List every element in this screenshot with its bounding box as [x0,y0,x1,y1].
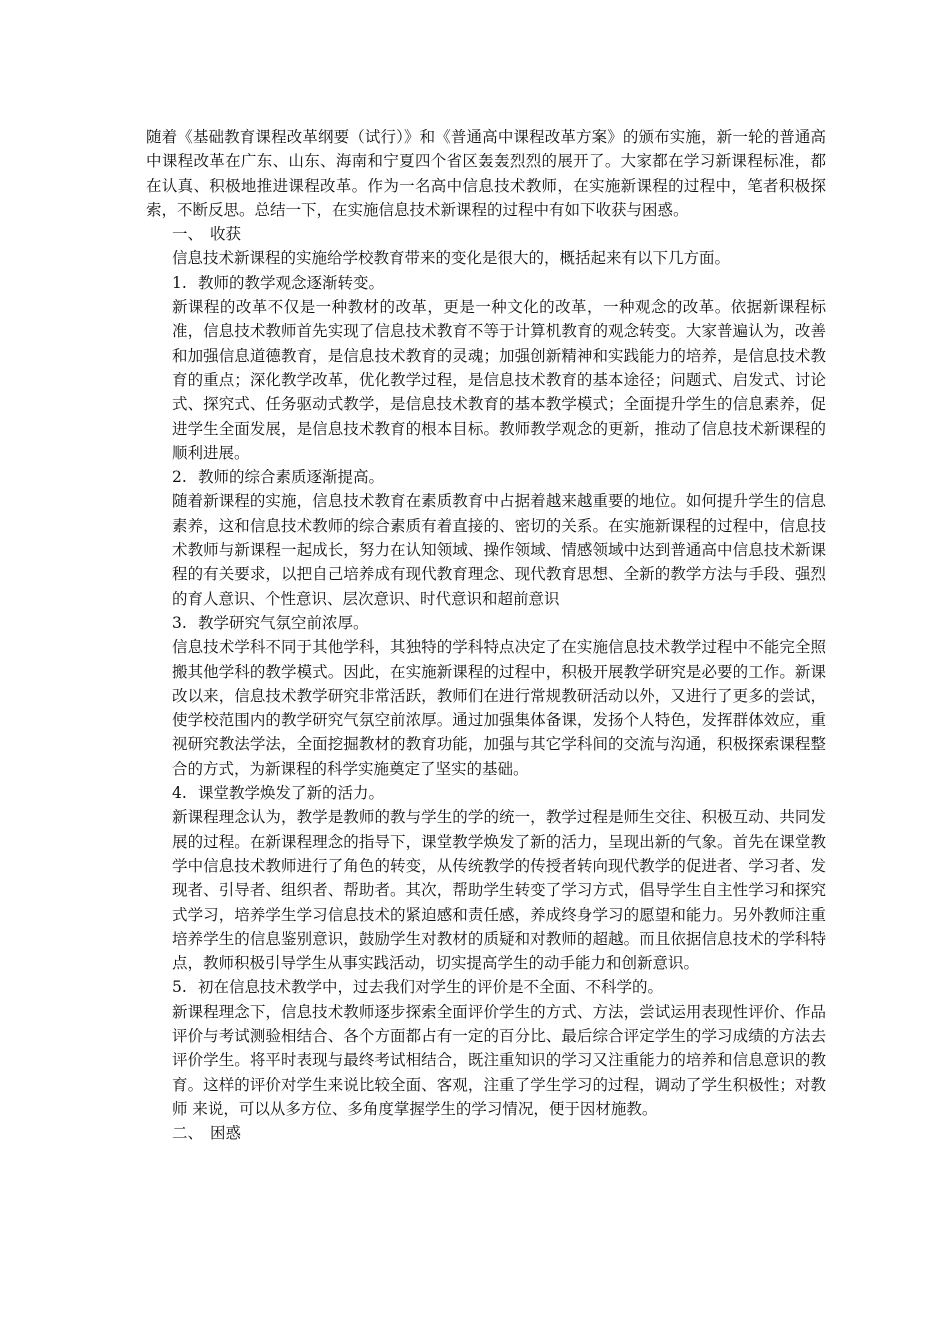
item-title: 初在信息技术教学中，过去我们对学生的评价是不全面、不科学的。 [198,978,664,997]
section-lead-paragraph: 信息技术新课程的实施给学校教育带来的变化是很大的，概括起来有以下几方面。 [172,249,731,268]
item-heading-5 [146,975,826,999]
section-title: 困惑 [210,1124,242,1143]
item-number: 1. [172,273,187,292]
intro-paragraph: 随着《基础教育课程改革纲要（试行）》和《普通高中课程改革方案》的颁布实施，新一轮的普通高中课程改革在广东、山东、海南和宁夏四个省区轰轰烈烈的展开了。大家都在学习新课程标准，都在认真、积极地推进课程改革。作为一名高中信息技术教师，在实施新课程的过程中，笔者积极探索，不断反思。总结一下，在实施信息技术新课程的过程中有如下收获与困惑。 [146,128,826,219]
item-body-1: 新课程的改革不仅是一种教材的改革，更是一种文化的改革，一种观念的改革。依据新课程标准，信息技术教师首先实现了信息技术教育不等于计算机教育的观念转变。大家普遍认为，改善和加强信息道德教育，是信息技术教育的灵魂；加强创新精神和实践能力的培养，是信息技术教育的重点；深化教学改革，优化教学过程，是信息技术教育的基本途径；问题式、启发式、讨论式、探究式、任务驱动式教学，是信息技术教育的基本教学模式；全面提升学生的信息素养，促进学生全面发展，是信息技术教育的根本目标。教师教学观念的更新，推动了信息技术新课程的顺利进展。 [172,298,826,462]
item-heading-3 [146,611,826,635]
document-body [146,125,826,1145]
item-number: 4. [172,784,187,803]
item-heading-2 [146,465,826,489]
item-title: 教师的综合素质逐渐提高。 [198,468,385,487]
item-body-3: 信息技术学科不同于其他学科，其独特的学科特点决定了在实施信息技术教学过程中不能完全照搬其他学科的教学模式。因此，在实施新课程的过程中，积极开展教学研究是必要的工作。新课改以来，信息技术教学研究非常活跃，教师们在进行常规教研活动以外，又进行了更多的尝试，使学校范围内的教学研究气氛空前浓厚。通过加强集体备课，发扬个人特色，发挥群体效应，重视研究教法学法，全面挖掘教材的教育功能，加强与其它学科间的交流与沟通，积极探索课程整合的方式，为新课程的科学实施奠定了坚实的基础。 [172,638,826,778]
item-title: 教学研究气氛空前浓厚。 [198,613,369,632]
item-number: 2. [172,468,187,487]
section-heading-confusion [146,1121,826,1145]
item-title: 课堂教学焕发了新的活力。 [198,784,385,803]
section-number: 二、 [172,1124,204,1143]
item-body-5: 新课程理念下，信息技术教师逐步探索全面评价学生的方式、方法，尝试运用表现性评价、作品评价与考试测验相结合、各个方面都占有一定的百分比、最后综合评定学生的学习成绩的方法去评价学生。将平时表现与最终考试相结合，既注重知识的学习又注重能力的培养和信息意识的教育。这样的评价对学生来说比较全面、客观，注重了学生学习的过程，调动了学生积极性；对教师 来说，可以从多方位、多角度掌握学生的学习情况，便于因材施教。 [172,1002,826,1118]
item-body-4: 新课程理念认为，教学是教师的教与学生的学的统一，教学过程是师生交往、积极互动、共同发展的过程。在新课程理念的指导下，课堂教学焕发了新的活力，呈现出新的气象。首先在课堂教学中信息技术教师进行了角色的转变，从传统教学的传授者转向现代教学的促进者、学习者、发现者、引导者、组织者、帮助者。其次，帮助学生转变了学习方式，倡导学生自主性学习和探究式学习，培养学生学习信息技术的紧迫感和责任感，养成终身学习的愿望和能力。另外教师注重培养学生的信息鉴别意识，鼓励学生对教材的质疑和对教师的超越。而且依据信息技术的学科特点，教师积极引导学生从事实践活动，切实提高学生的动手能力和创新意识。 [172,808,826,973]
section-heading-harvest [146,222,826,246]
item-number: 3. [172,613,187,632]
section-title: 收获 [210,225,242,244]
item-heading-1 [146,271,826,295]
item-title: 教师的教学观念逐渐转变。 [198,273,385,292]
item-body-2: 随着新课程的实施，信息技术教育在素质教育中占据着越来越重要的地位。如何提升学生的信息素养，这和信息技术教师的综合素质有着直接的、密切的关系。在实施新课程的过程中，信息技术教师与新课程一起成长，努力在认知领域、操作领域、情感领域中达到普通高中信息技术新课程的有关要求，以把自己培养成有现代教育理念、现代教育思想、全新的教学方法与手段、强烈的育人意识、个性意识、层次意识、时代意识和超前意识 [172,492,826,608]
section-number: 一、 [172,225,204,244]
item-number: 5. [172,978,187,997]
item-heading-4 [146,781,826,805]
